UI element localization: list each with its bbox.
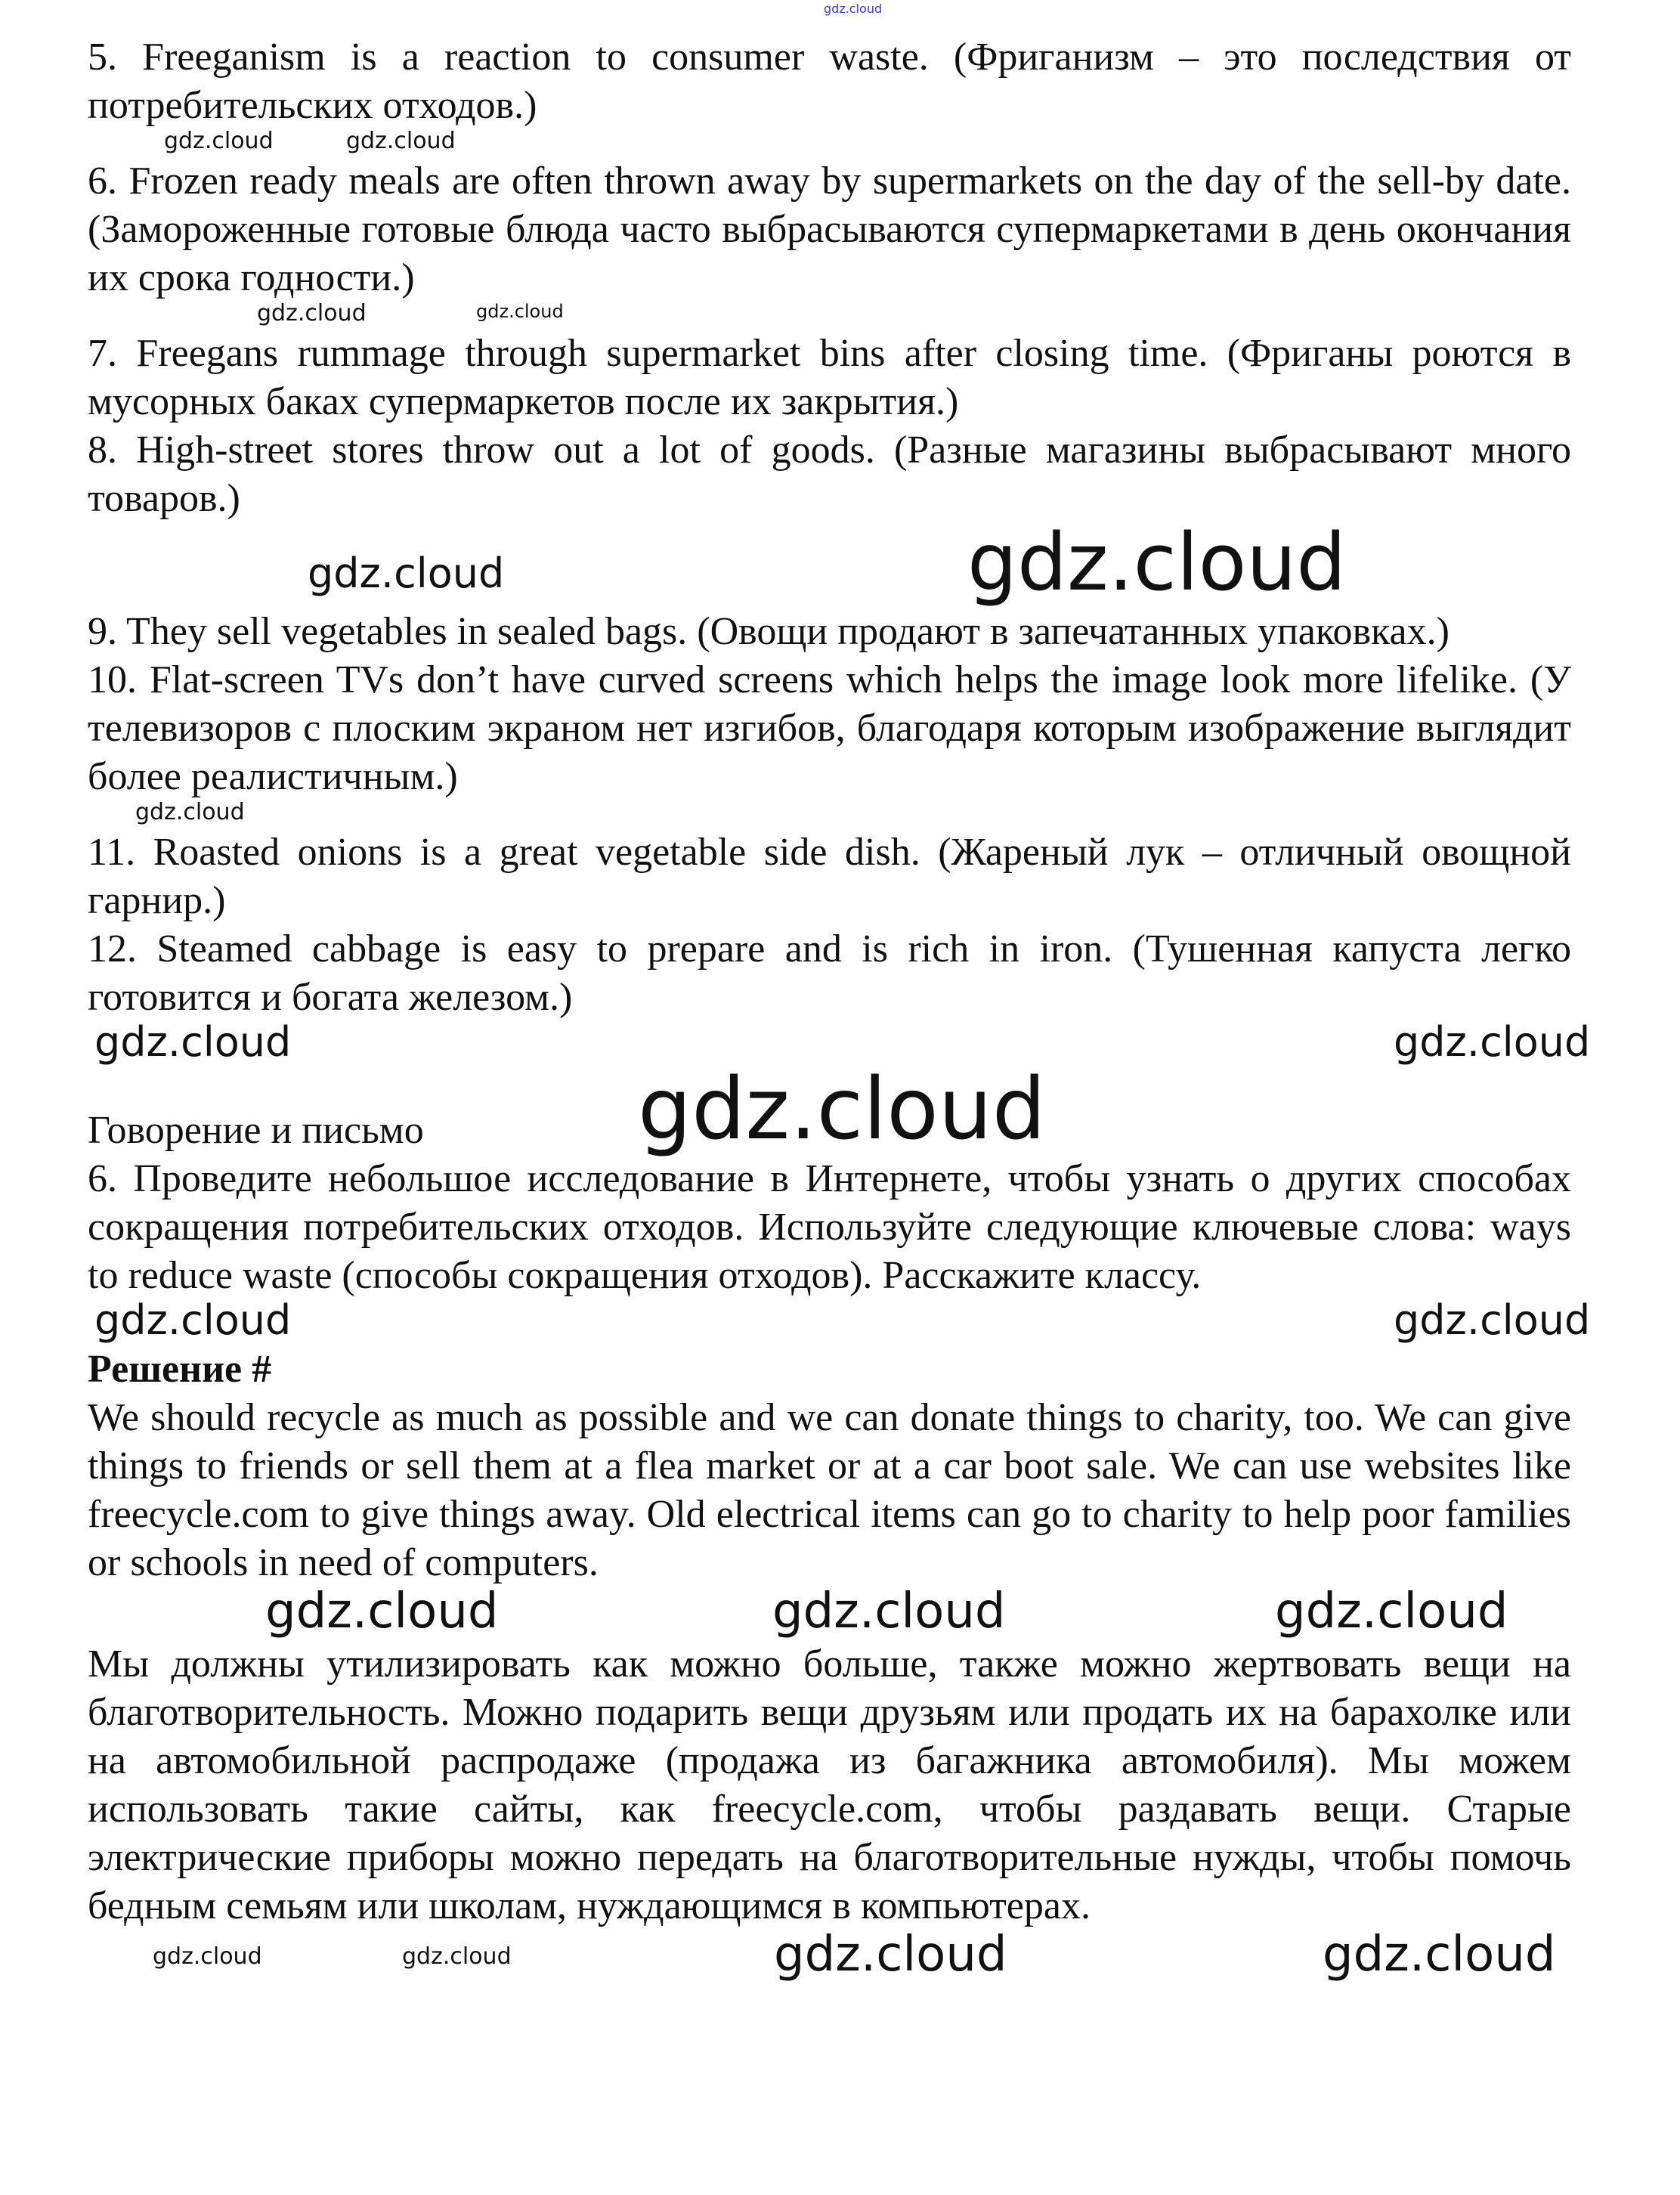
- watermark: gdz.cloud: [824, 2, 883, 16]
- task-text: 6. Проведите небольшое исследование в Интернете, чтобы узнать о других способах сокращения потребительских отходов. Используйте следующие ключевые слова: ways to reduce waste (способы сокращения отходов). Расскажите классу.: [88, 1157, 1571, 1297]
- watermark-row: [88, 1296, 1591, 1345]
- answer-item: 12. Steamed cabbage is easy to prepare and is rich in iron. (Тушенная капуста легко готовится и богата железом.): [88, 927, 1571, 1019]
- watermark: gdz.cloud: [772, 1584, 1006, 1639]
- answer-item: 7. Freegans rummage through supermarket bins after closing time. (Фриганы роются в мусорных баках супермаркетов после их закрытия.): [88, 332, 1571, 423]
- answer-item: 6. Frozen ready meals are often thrown away by supermarkets on the day of the sell-by date. (Замороженные готовые блюда часто выбрасываются супермаркетами в день окончания их срока годности.): [88, 159, 1571, 299]
- watermark-row: [88, 1927, 1571, 1983]
- watermark: gdz.cloud: [638, 1060, 1046, 1159]
- watermark: gdz.cloud: [476, 301, 564, 322]
- watermark-row: [88, 302, 1571, 330]
- solution-heading: Решение #: [88, 1348, 272, 1391]
- watermark: gdz.cloud: [402, 1943, 512, 1970]
- watermark-row: [88, 1584, 1571, 1640]
- watermark: gdz.cloud: [94, 1018, 292, 1066]
- answer-item: 10. Flat-screen TVs don’t have curved screens which helps the image look more lifelike. (У телевизоров с плоским экраном нет изгибов, благодаря которым изображение выглядит более реалистичным.): [88, 658, 1571, 798]
- watermark: gdz.cloud: [967, 516, 1347, 608]
- watermark-row: [88, 801, 1571, 828]
- watermark-row: [88, 516, 1571, 608]
- section-title-row: [88, 1060, 1571, 1159]
- answer-item: 9. They sell vegetables in sealed bags. (Овощи продают в запечатанных упаковках.): [88, 610, 1450, 653]
- watermark: gdz.cloud: [1275, 1584, 1508, 1639]
- section-title: Говорение и письмо: [88, 1109, 424, 1152]
- answer-item: 8. High-street stores throw out a lot of goods. (Разные магазины выбрасывают много товаров.): [88, 429, 1571, 520]
- watermark: gdz.cloud: [1323, 1927, 1556, 1983]
- watermark: gdz.cloud: [1394, 1296, 1591, 1344]
- watermark: gdz.cloud: [164, 128, 274, 154]
- answer-item: 11. Roasted onions is a great vegetable side dish. (Жареный лук – отличный овощной гарнир.): [88, 831, 1571, 922]
- watermark: gdz.cloud: [346, 128, 456, 154]
- watermark: gdz.cloud: [94, 1296, 292, 1344]
- watermark: gdz.cloud: [308, 550, 505, 597]
- watermark: gdz.cloud: [153, 1943, 262, 1970]
- solution-russian: Мы должны утилизировать как можно больше, также можно жертвовать вещи на благотворительность. Можно подарить вещи друзьям или продать их на барахолке или на автомобильной распродаже (продажа из багажника автомобиля). Мы можем использовать такие сайты, как freecycle.com, чтобы раздавать вещи. Старые электрические приборы можно передать на благотворительные нужды, чтобы помочь бедным семьям или школам, нуждающимся в компьютерах.: [88, 1642, 1571, 1927]
- watermark: gdz.cloud: [135, 799, 245, 825]
- watermark: gdz.cloud: [257, 300, 367, 327]
- watermark: gdz.cloud: [1394, 1018, 1591, 1066]
- document-body: [88, 0, 1591, 1983]
- watermark: gdz.cloud: [774, 1927, 1007, 1983]
- answer-item: 5. Freeganism is a reaction to consumer waste. (Фриганизм – это последствия от потребительских отходов.): [88, 36, 1571, 127]
- solution-english: We should recycle as much as possible and we can donate things to charity, too. We can give things to friends or sell them at a flea market or at a car boot sale. We can use websites like freecycle.com to give things away. Old electrical items can go to charity to help poor families or schools in need of computers.: [88, 1396, 1571, 1584]
- watermark: gdz.cloud: [265, 1584, 499, 1639]
- watermark-row: [88, 130, 1571, 157]
